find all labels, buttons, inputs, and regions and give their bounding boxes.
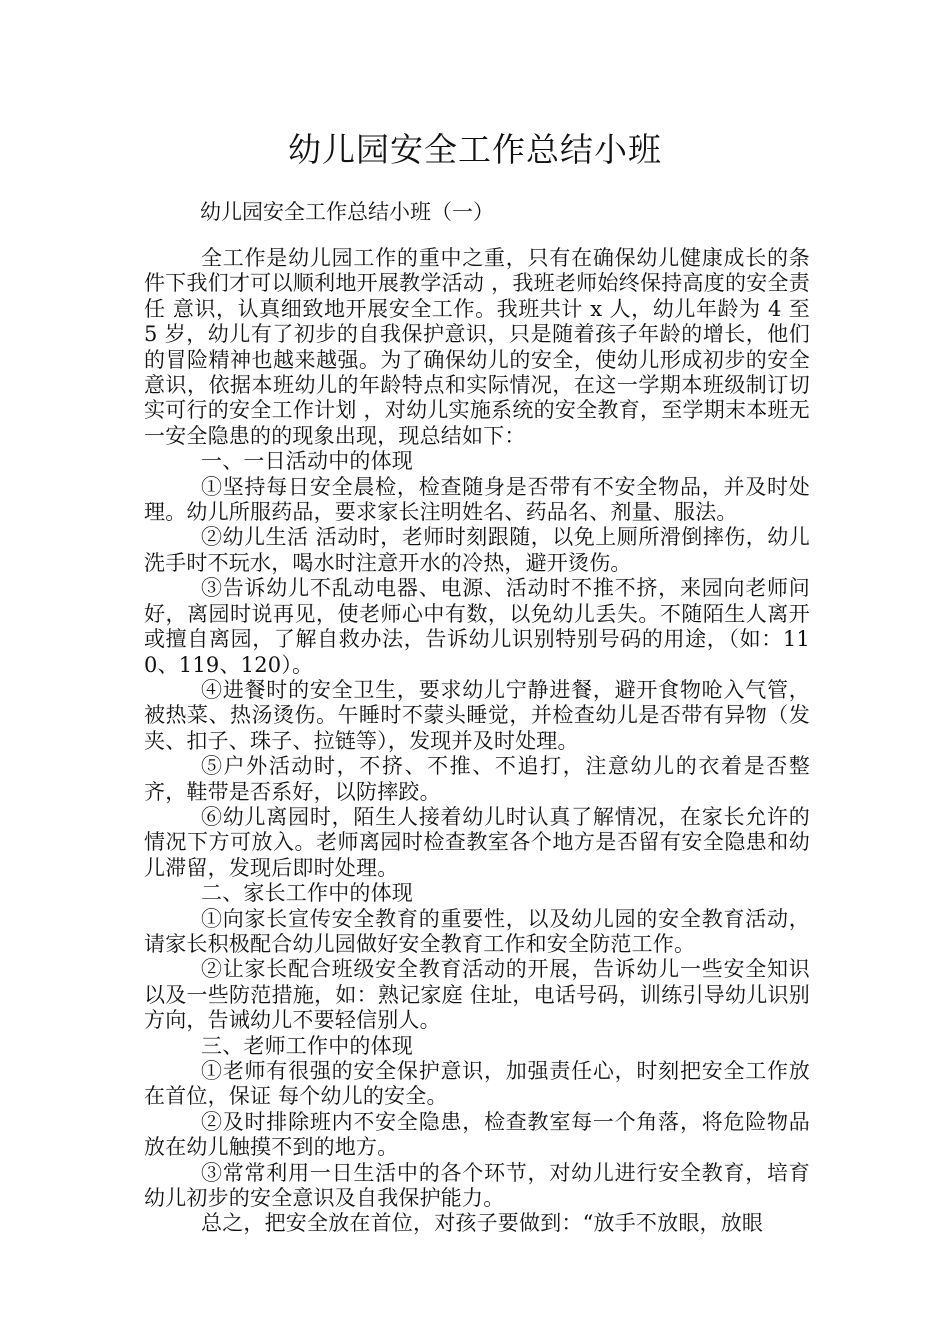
section-subtitle: 幼儿园安全工作总结小班（一）: [200, 200, 494, 224]
paragraph-departure: ⑥幼儿离园时，陌生人接着幼儿时认真了解情况，在家长允许的情况下方可放入。老师离园时检查教室各个地方是否留有安全隐患和幼儿滞留，发现后即时处理。: [144, 804, 810, 880]
section-heading-daily-activities: 一、一日活动中的体现: [201, 449, 413, 474]
paragraph-safety-education: ③常常利用一日生活中的各个环节，对幼儿进行安全教育，培育幼儿初步的安全意识及自我保护能力。: [144, 1160, 810, 1211]
paragraph-parent-cooperation: ②让家长配合班级安全教育活动的开展，告诉幼儿一些安全知识以及一些防范措施，如：熟记家庭 住址，电话号码，训练引导幼儿识别方向，告诫幼儿不要轻信别人。: [144, 957, 810, 1033]
section-heading-teachers: 三、老师工作中的体现: [201, 1033, 413, 1058]
paragraph-conclusion: 总之，把安全放在首位，对孩子要做到：“放手不放眼，放眼: [201, 1211, 764, 1236]
paragraph-outdoor: ⑤户外活动时，不挤、不推、不追打，注意幼儿的衣着是否整齐，鞋带是否系好，以防摔跤。: [144, 754, 810, 804]
paragraph-meal-nap: ④进餐时的安全卫生，要求幼儿宁静进餐，避开食物呛入气管，被热菜、热汤烫伤。午睡时不蒙头睡觉，并检查幼儿是否带有异物（发夹、扣子、珠子、拉链等），发现并及时处理。: [144, 677, 810, 753]
paragraph-safety-rules: ③告诉幼儿不乱动电器、电源、活动时不推不挤，来园向老师问好，离园时说再见，使老师心中有数，以免幼儿丢失。不随陌生人离开 或擅自离园，了解自救办法，告诉幼儿识别特别号码的用途，（如：110、119、120）。: [144, 576, 810, 677]
paragraph-hazard-removal: ②及时排除班内不安全隐患，检查教室每一个角落，将危险物品放在幼儿触摸不到的地方。: [144, 1109, 810, 1160]
paragraph-intro: 全工作是幼儿园工作的重中之重，只有在确保幼儿健康成长的条件下我们才可以顺利地开展教学活动 ，我班老师始终保持高度的安全责任 意识，认真细致地开展安全工作。我班共计 x 人，幼儿年龄为 4 至 5 岁，幼儿有了初步的自我保护意识，只是随着孩子年龄的增长，他们的冒险精神也越来越强。为了确保幼儿的安全，使幼儿形成初步的安全意识，依据本班幼儿的年龄特点和实际情况，在这一学期本班级制订切实可行的安全工作计划 ，对幼儿实施系统的安全教育，至学期末本班无一安全隐患的的现象出现，现总结如下：: [144, 246, 810, 448]
section-heading-parents: 二、家长工作中的体现: [201, 881, 413, 906]
paragraph-daily-life: ②幼儿生活 活动时，老师时刻跟随，以免上厕所滑倒摔伤，幼儿洗手时不玩水，喝水时注意开水的冷热，避开烫伤。: [144, 525, 810, 575]
paragraph-morning-check: ①坚持每日安全晨检，检查随身是否带有不安全物品，并及时处理。幼儿所服药品，要求家长注明姓名、药品名、剂量、服法。: [144, 474, 810, 525]
paragraph-teacher-awareness: ①老师有很强的安全保护意识，加强责任心，时刻把安全工作放在首位，保证 每个幼儿的安全。: [144, 1059, 810, 1109]
paragraph-parent-promotion: ①向家长宣传安全教育的重要性，以及幼儿园的安全教育活动，请家长积极配合幼儿园做好安全教育工作和安全防范工作。: [144, 906, 810, 956]
document-title: 幼儿园安全工作总结小班: [288, 130, 662, 169]
document-body: [144, 246, 810, 1237]
